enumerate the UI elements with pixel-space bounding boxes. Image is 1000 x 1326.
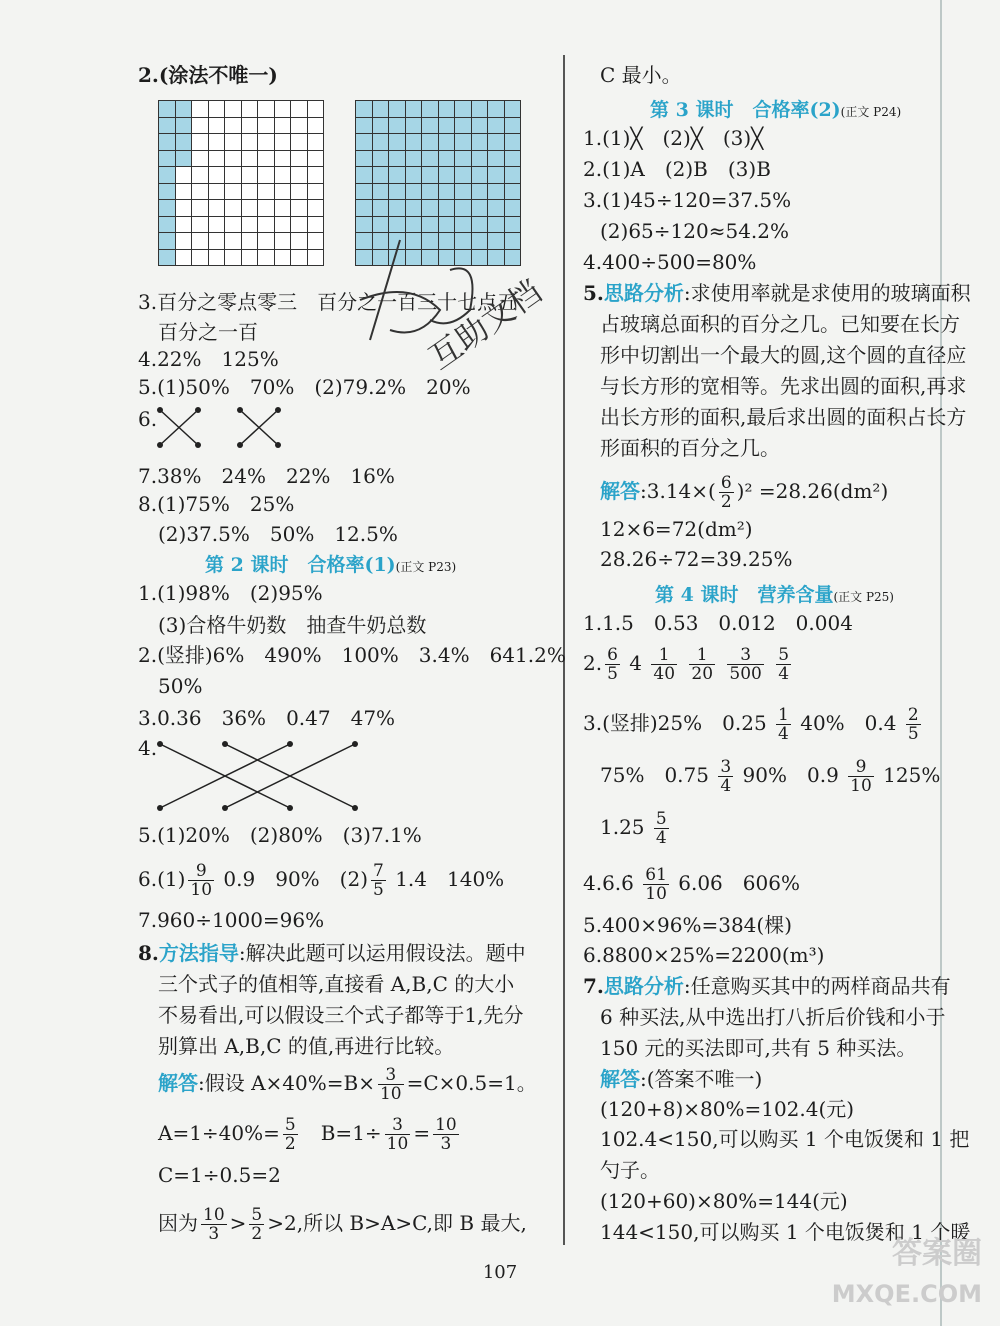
s4-q2-fraction: $\frac{1}{40}$ — [653, 645, 676, 684]
grid-cell — [487, 133, 505, 151]
grid-cell — [438, 150, 456, 168]
grid-cell — [372, 100, 390, 118]
grid-cell — [208, 216, 226, 234]
s3-q5-line1: 5.思路分析:求使用率就是求使用的玻璃面积 — [583, 281, 971, 305]
s4-q7-line3: 150 元的买法即可,共有 5 种买法。 — [600, 1036, 917, 1060]
s2-q6-line: 6.(1) $\frac{9}{10}$ 0.9 90% (2) $\frac{7}{5}$ 1.4 140% — [138, 861, 505, 900]
q5-line: 5.(1)50% 70% (2)79.2% 20% — [138, 375, 471, 399]
s4-q7-line2: 6 种买法,从中选出打八折后价钱和小于 — [600, 1005, 946, 1029]
grid-cell — [224, 117, 242, 135]
grid-cell — [388, 166, 406, 184]
grid-cell — [372, 133, 390, 151]
grid-cell — [175, 100, 193, 118]
grid-cell — [175, 166, 193, 184]
grid-cell — [191, 199, 209, 217]
grid-cell — [307, 117, 325, 135]
grid-cell — [158, 100, 176, 118]
s4-q2-fraction: $\frac{1}{20}$ — [691, 645, 714, 684]
site-logo-url: MXQE.COM — [831, 1280, 982, 1308]
grid-cell — [257, 133, 275, 151]
grid-cell — [158, 216, 176, 234]
grid-cell — [175, 183, 193, 201]
grid-cell — [191, 117, 209, 135]
grid-cell — [224, 249, 242, 267]
grid-cell — [471, 199, 489, 217]
grid-cell — [454, 166, 472, 184]
grid-cell — [504, 166, 522, 184]
grid-cell — [241, 249, 259, 267]
grid-cell — [224, 150, 242, 168]
grid-cell — [421, 133, 439, 151]
s4-q3-line2: 75% 0.75 $\frac{3}{4}$ 90% 0.9 $\frac{9}{10}$ 125% — [600, 757, 941, 796]
grid-cell — [241, 150, 259, 168]
s2-q2-line1: 2.(竖排)6% 490% 100% 3.4% 641.2% — [138, 643, 566, 667]
q4-line: 4.22% 125% — [138, 347, 279, 371]
grid-cell — [224, 183, 242, 201]
s4-q7-answer2: 102.4<150,可以购买 1 个电饭煲和 1 把 — [600, 1127, 970, 1151]
grid-cell — [307, 100, 325, 118]
grid-cell — [471, 166, 489, 184]
grid-cell — [355, 166, 373, 184]
s2-q4-label: 4. — [138, 736, 158, 760]
grid-cell — [405, 199, 423, 217]
s4-q3-line3: 1.25 $\frac{5}{4}$ — [600, 809, 667, 848]
grid-cell — [191, 232, 209, 250]
grid-cell — [290, 133, 308, 151]
grid-cell — [274, 232, 292, 250]
grid-cell — [158, 183, 176, 201]
s3-q5-answer2: 12×6=72(dm²) — [600, 517, 753, 541]
grid-cell — [372, 199, 390, 217]
r-continue-line: C 最小。 — [600, 63, 682, 87]
grid-cell — [191, 216, 209, 234]
q8-line2: (2)37.5% 50% 12.5% — [158, 522, 398, 546]
watermark-text: 互助文档 — [421, 272, 549, 377]
grid-cell — [257, 199, 275, 217]
q8-line1: 8.(1)75% 25% — [138, 492, 295, 516]
section-4-title: 第 4 课时 营养含量(正文 P25) — [655, 584, 894, 606]
grid-cell — [307, 183, 325, 201]
grid-cell — [421, 150, 439, 168]
grid-cell — [224, 199, 242, 217]
grid-cell — [355, 150, 373, 168]
grid-cell — [175, 199, 193, 217]
grid-cell — [208, 183, 226, 201]
grid-cell — [241, 100, 259, 118]
grid-cell — [158, 166, 176, 184]
grid-cell — [405, 133, 423, 151]
grid-cell — [307, 249, 325, 267]
grid-cell — [208, 100, 226, 118]
s4-q4-line: 4.6.6̇ $\frac{61}{10}$ 6.06̇ 606% — [583, 865, 800, 904]
grid-cell — [372, 150, 390, 168]
grid-cell — [405, 150, 423, 168]
grid-cell — [405, 100, 423, 118]
grid-cell — [355, 133, 373, 151]
grid-cell — [241, 216, 259, 234]
grid-cell — [191, 166, 209, 184]
grid-cell — [274, 166, 292, 184]
s3-q3-line1: 3.(1)45÷120=37.5% — [583, 188, 792, 212]
grid-cell — [307, 216, 325, 234]
grid-cell — [307, 133, 325, 151]
s4-q2-value: 4 — [629, 651, 649, 675]
grid-cell — [307, 150, 325, 168]
grid-cell — [241, 232, 259, 250]
grid-cell — [372, 183, 390, 201]
grid-cell — [158, 249, 176, 267]
grid-cell — [405, 166, 423, 184]
s4-q7-answer5: 144<150,可以购买 1 个电饭煲和 1 个暖 — [600, 1220, 971, 1244]
grid-cell — [388, 183, 406, 201]
grid-cell — [487, 199, 505, 217]
grid-cell — [454, 183, 472, 201]
s2-q5-line: 5.(1)20% (2)80% (3)7.1% — [138, 823, 422, 847]
page-number: 107 — [482, 1262, 518, 1283]
grid-cell — [487, 183, 505, 201]
grid-cell — [355, 199, 373, 217]
grid-cell — [175, 117, 193, 135]
s4-q7-answer3: 勺子。 — [600, 1158, 660, 1182]
grid-cell — [257, 183, 275, 201]
grid-cell — [307, 166, 325, 184]
grid-cell — [388, 117, 406, 135]
s4-q6-line: 6.8800×25%=2200(m³) — [583, 943, 825, 967]
s2-q3-line: 3.0.36 36% 0.47 47% — [138, 706, 396, 730]
section-3-title: 第 3 课时 合格率(2)(正文 P24) — [650, 99, 902, 121]
grid-cell — [274, 100, 292, 118]
s4-q2-fraction: $\frac{5}{4}$ — [778, 645, 790, 684]
s2-q8-line3: 不易看出,可以假设三个式子都等于1,先分 — [158, 1003, 524, 1027]
grid-cell — [257, 249, 275, 267]
grid-cell — [191, 133, 209, 151]
grid-cell — [471, 133, 489, 151]
grid-cell — [388, 100, 406, 118]
grid-cell — [290, 232, 308, 250]
site-logo: 答案圈 — [892, 1236, 982, 1271]
grid-cell — [405, 117, 423, 135]
grid-cell — [471, 150, 489, 168]
s2-q8-line2: 三个式子的值相等,直接看 A,B,C 的大小 — [158, 972, 515, 996]
grid-cell — [241, 183, 259, 201]
grid-cell — [454, 150, 472, 168]
s2-q4-matching-diagram — [150, 736, 370, 816]
grid-cell — [405, 183, 423, 201]
grid-cell — [191, 100, 209, 118]
grid-cell — [421, 183, 439, 201]
q6-label: 6. — [138, 407, 158, 431]
grid-cell — [274, 249, 292, 267]
grid-cell — [454, 117, 472, 135]
grid-cell — [224, 133, 242, 151]
grid-cell — [355, 117, 373, 135]
grid-cell — [421, 166, 439, 184]
s2-q8-answer4: 因为 $\frac{10}{3}$ > $\frac{5}{2}$ >2,所以 B>A>C,即 B 最大, — [158, 1205, 527, 1244]
grid-cell — [257, 166, 275, 184]
s3-q5-line5: 出长方形的面积,最后求出圆的面积占长方 — [600, 405, 967, 429]
grid-cell — [175, 133, 193, 151]
q7-line: 7.38% 24% 22% 16% — [138, 464, 395, 488]
grid-cell — [274, 133, 292, 151]
grid-cell — [158, 117, 176, 135]
grid-cell — [471, 100, 489, 118]
s4-q2-fraction: $\frac{3}{500}$ — [729, 645, 762, 684]
s3-q4-line: 4.400÷500=80% — [583, 250, 757, 274]
s3-q5-line3: 形中切割出一个最大的圆,这个圆的直径应 — [600, 343, 967, 367]
grid-cell — [307, 232, 325, 250]
grid-cell — [241, 199, 259, 217]
grid-cell — [290, 183, 308, 201]
grid-cell — [504, 117, 522, 135]
s4-q2-line: 2. $\frac{6}{5}$ 4 $\frac{1}{40}$ $\frac{1}{20}$ $\frac{3}{500}$ $\frac{5}{4}$ — [583, 645, 790, 684]
s4-q2-fraction: $\frac{6}{5}$ — [607, 645, 618, 684]
grid-cell — [290, 166, 308, 184]
grid-cell — [487, 166, 505, 184]
q3-line2: 百分之一百 — [158, 320, 258, 344]
grid-cell — [257, 150, 275, 168]
grid-cell — [372, 117, 390, 135]
s3-q3-line2: (2)65÷120≈54.2% — [600, 219, 790, 243]
s2-q1-line2: (3)合格牛奶数 抽查牛奶总数 — [158, 613, 427, 637]
grid-cell — [355, 183, 373, 201]
grid-cell — [421, 199, 439, 217]
q3-line1: 3.百分之零点零三 百分之一百三十七点五 — [138, 290, 518, 314]
grid-cell — [208, 133, 226, 151]
grid-cell — [175, 232, 193, 250]
grid-cell — [158, 133, 176, 151]
grid-cell — [224, 100, 242, 118]
grid-cell — [241, 133, 259, 151]
grid-cell — [421, 117, 439, 135]
grid-cell — [438, 199, 456, 217]
s3-q5-answer1: 解答:3.14×( $\frac{6}{2}$ )² =28.26(dm²) — [600, 473, 889, 512]
grid-cell — [504, 199, 522, 217]
grid-cell — [504, 133, 522, 151]
s4-q1-line: 1.1.5 0.53 0.012 0.004 — [583, 611, 853, 635]
grid-cell — [471, 117, 489, 135]
s2-q1-line1: 1.(1)98% (2)95% — [138, 581, 323, 605]
grid-cell — [438, 133, 456, 151]
grid-cell — [504, 150, 522, 168]
grid-cell — [191, 183, 209, 201]
grid-cell — [257, 216, 275, 234]
grid-cell — [438, 117, 456, 135]
grid-cell — [208, 232, 226, 250]
s3-q5-line4: 与长方形的宽相等。先求出圆的面积,再求 — [600, 374, 967, 398]
s2-q8-line4: 别算出 A,B,C 的值,再进行比较。 — [158, 1034, 455, 1058]
grid-cell — [388, 150, 406, 168]
grid-cell — [175, 249, 193, 267]
s4-q7-answer4: (120+60)×80%=144(元) — [600, 1189, 848, 1213]
grid-cell — [471, 183, 489, 201]
grid-cell — [208, 117, 226, 135]
grid-cell — [224, 216, 242, 234]
s3-q5-answer3: 28.26÷72=39.25% — [600, 547, 793, 571]
grid-cell — [257, 117, 275, 135]
grid-cell — [274, 216, 292, 234]
grid-cell — [274, 183, 292, 201]
grid-cell — [241, 166, 259, 184]
s2-q8-answer3: C=1÷0.5=2 — [158, 1163, 281, 1187]
grid-cell — [208, 166, 226, 184]
s2-q8-answer2: A=1÷40%= $\frac{5}{2}$ B=1÷ $\frac{3}{10}$ = $\frac{10}{3}$ — [158, 1115, 457, 1154]
s2-q2-line2: 50% — [158, 674, 203, 698]
grid-cell — [372, 166, 390, 184]
s2-q8-line1: 8.方法指导:解决此题可以运用假设法。题中 — [138, 941, 526, 965]
grid-cell — [504, 183, 522, 201]
grid-cell — [274, 199, 292, 217]
q2-title: 2.(涂法不唯一) — [138, 63, 278, 87]
grid-cell — [290, 100, 308, 118]
grid-cell — [224, 166, 242, 184]
grid-cell — [487, 117, 505, 135]
q6-cross-diagram — [150, 405, 300, 455]
grid-cell — [438, 100, 456, 118]
s3-q2-line: 2.(1)A (2)B (3)B — [583, 157, 771, 181]
grid-cell — [241, 117, 259, 135]
grid-cell — [504, 100, 522, 118]
grid-cell — [175, 150, 193, 168]
grid-cell — [307, 199, 325, 217]
grid-cell — [355, 100, 373, 118]
grid-cell — [290, 150, 308, 168]
grid-cell — [290, 216, 308, 234]
grid-cell — [208, 249, 226, 267]
grid-cell — [158, 199, 176, 217]
s3-q1-line: 1.(1)╳ (2)╳ (3)╳ — [583, 126, 764, 150]
s4-q5-line: 5.400×96%=384(棵) — [583, 913, 793, 937]
grid-cell — [224, 232, 242, 250]
grid-cell — [158, 150, 176, 168]
grid-cell — [158, 232, 176, 250]
grid-cell — [191, 150, 209, 168]
grid-cell — [388, 199, 406, 217]
s2-q8-answer1: 解答:假设 A×40%=B× $\frac{3}{10}$ =C×0.5=1。 — [158, 1065, 537, 1104]
s3-q5-line6: 形面积的百分之几。 — [600, 436, 780, 460]
grid-cell — [191, 249, 209, 267]
grid-cell — [454, 100, 472, 118]
grid-cell — [438, 166, 456, 184]
grid-cell — [257, 100, 275, 118]
s4-q7-answer0: 解答:(答案不唯一) — [600, 1067, 763, 1091]
s2-q7-line: 7.960÷1000=96% — [138, 908, 325, 932]
grid-cell — [274, 117, 292, 135]
s4-q7-answer1: (120+8)×80%=102.4(元) — [600, 1097, 855, 1121]
grid-cell — [208, 150, 226, 168]
grid-cell — [290, 117, 308, 135]
s4-q3-line1: 3.(竖排)25% 0.25 $\frac{1}{4}$ 40% 0.4 $\frac{2}{5}$ — [583, 705, 919, 744]
grid-cell — [438, 183, 456, 201]
section-2-title: 第 2 课时 合格率(1)(正文 P23) — [205, 554, 457, 576]
grid-cell — [290, 249, 308, 267]
grid-cell — [454, 133, 472, 151]
grid-cell — [487, 150, 505, 168]
grid-cell — [421, 100, 439, 118]
grid-cell — [388, 133, 406, 151]
grid-cell — [290, 199, 308, 217]
grid-cell — [208, 199, 226, 217]
s3-q5-line2: 占玻璃总面积的百分之几。已知要在长方 — [600, 312, 960, 336]
grid-cell — [274, 150, 292, 168]
grid-cell — [257, 232, 275, 250]
s4-q7-line1: 7.思路分析:任意购买其中的两样商品共有 — [583, 974, 951, 998]
grid-cell — [454, 199, 472, 217]
grid-cell — [175, 216, 193, 234]
grid-cell — [487, 100, 505, 118]
